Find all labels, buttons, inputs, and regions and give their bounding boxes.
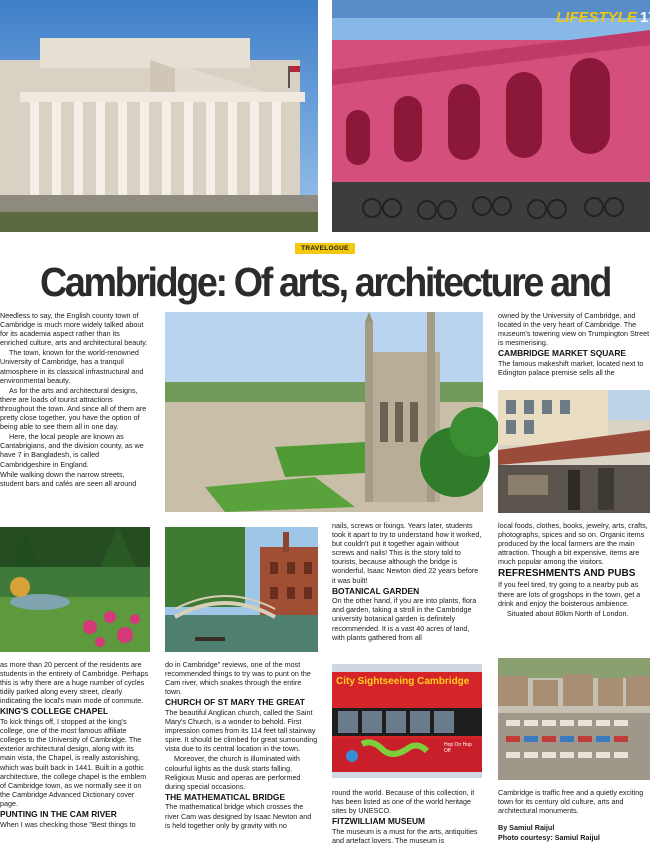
col4-mid-text <box>498 521 650 619</box>
paragraph: Here, the local people are known as Cantabrigians, and the division county, as we have 7 in Bangladesh, is called Cambridgeshire in England. <box>0 432 144 469</box>
bus-sign: City Sightseeing Cambridge <box>336 676 470 687</box>
paragraph: Needless to say, the English county town of Cambridge is much more widely talked about for its academia aspect rather than its enriched culture, arts and architectural beauty. <box>0 311 148 348</box>
market-aerial-photo <box>498 658 650 780</box>
col3-bottom-text <box>332 788 482 846</box>
byline-photo: Photo courtesy: Samiul Raijul <box>498 833 600 843</box>
paragraph: Cambridge is traffic free and a quietly exciting town for its century old culture, arts and architectural monuments. <box>498 788 644 816</box>
subheading-kings-college: KING'S COLLEGE CHAPEL <box>0 706 109 717</box>
subheading-mathematical-bridge: THE MATHEMATICAL BRIDGE <box>165 791 286 802</box>
col4-top-text <box>498 311 650 378</box>
market-square-photo <box>498 390 650 513</box>
sightseeing-bus-photo <box>332 664 482 778</box>
col2-bottom-text <box>165 660 318 831</box>
col3-mid-text <box>332 521 482 643</box>
brand-prefix: LIFE <box>556 9 589 26</box>
subheading-fitzwilliam: FITZWILLIAM MUSEUM <box>332 816 426 827</box>
subheading-st-mary: CHURCH OF ST MARY THE GREAT <box>165 697 305 708</box>
subheading-refreshments: REFRESHMENTS AND PUBS <box>498 568 636 580</box>
paragraph: owned by the University of Cambridge, and located in the very heart of Cambridge. The museum's towering view on Trumpington Street is mesmerising. <box>498 311 650 348</box>
kings-chapel-photo <box>332 0 650 232</box>
paragraph: When I was checking those "Best things to <box>0 819 136 829</box>
mathematical-bridge-photo <box>165 527 318 652</box>
paragraph: While walking down the narrow streets, student bars and cafés are seen all around <box>0 469 137 488</box>
byline-author: By Samiul Raijul <box>498 823 555 833</box>
headline: Cambridge: Of arts, architecture and <box>40 259 610 305</box>
paragraph: as more than 20 percent of the residents are students in the entirety of Cambridge. Perhaps this is why there are a huge number of cycles tidily parked along every street, clearly indicating the local's main mode of commute. <box>0 660 149 706</box>
bus-route: Hop On Hop Off <box>444 742 472 754</box>
col1-top-text <box>0 311 148 489</box>
paragraph: do in Cambridge" reviews, one of the most recommended things to try was to punt on the Cam river, which snakes through the entire town. <box>165 660 311 697</box>
paragraph: Situated about 80km North of London. <box>507 608 629 618</box>
paragraph: The famous makeshift market, located next to Edington palace premise sells all the <box>498 358 644 378</box>
paragraph: As for the arts and architectural designs, there are loads of tourist attractions throughout the town. And since all of them are pretty close together, you have the option of being able to see them all in one day. <box>0 385 147 432</box>
col4-bottom-text <box>498 788 650 843</box>
paragraph: The mathematical bridge which crosses the river Cam was designed by Isaac Newton and is held together only by gravity with no <box>165 802 312 830</box>
paragraph: The beautiful Anglican church, called the Saint Mary's Church, is a wonder to behold. First impression comes from its 114 feet tall stairway spire. It should be climbed for great surrounding vista due to its central location in the town. <box>165 707 318 754</box>
paragraph: The museum is a must for the arts, antiquities and artefact lovers. The museum is <box>332 826 478 845</box>
page-number: 17 <box>639 9 657 26</box>
paragraph: If you feel tired, try going to a nearby pub as there are lots of grogshops in the town, get a drink and enjoy the boisterous ambience. <box>498 580 641 608</box>
kings-college-aerial-photo <box>165 312 483 512</box>
paragraph: round the world. Because of this collection, it has been listed as one of the world heritage sites by UNESCO. <box>332 788 475 816</box>
paragraph: nails, screws or fixings. Years later, students took it apart to try to understand how it worked, but couldn't put it together again without screws and nails! This is the story told to tourists, because although the bridge is wonderful, Isaac Newton died 22 years before it was built! <box>332 521 482 585</box>
subheading-market-square: CAMBRIDGE MARKET SQUARE <box>498 348 626 359</box>
section-tag: TRAVELOGUE <box>295 243 355 254</box>
paragraph: The town, known for the world-renowned University of Cambridge, has a tranquil atmosphere in its classical infrastructural and environmental beauty. <box>0 348 144 385</box>
paragraph: On the other hand, if you are into plants, flora and garden, taking a stroll in the Cambridge university botanical garden is definitely recommended. It is a vast 40 acres of land, with plants gathered from all <box>332 596 477 642</box>
brand-suffix: STYLE <box>588 9 637 26</box>
paragraph: local foods, clothes, books, jewelry, arts, crafts, photographs, spices and so on. Organic items produced by the local farmers are the main attraction. Though a bit expensive, items are much popular among the visitors. <box>498 521 648 567</box>
paragraph: Moreover, the church is illuminated with colourful lights as the dusk starts falling. Religious Music and operas are performed during special occasions. <box>165 754 301 791</box>
botanical-garden-photo <box>0 527 150 652</box>
paragraph: To kick things off, I stopped at the king's college, one of the most famous affiliate colleges to the University of Cambridge. The exterior architectural design, along with its main vista, the Chapel, is really astonishing, which was built back in 1441. Built in a gothic architecture, the college chapel is the emblem of Cambridge town, as we normally see it on the Cambridge Advanced Dictionary cover page. <box>0 717 147 808</box>
subheading-punting: PUNTING IN THE CAM RIVER <box>0 809 117 819</box>
col1-bottom-text <box>0 660 150 830</box>
section-brand <box>556 9 657 27</box>
fitzwilliam-museum-photo <box>0 0 318 232</box>
subheading-botanical-garden: BOTANICAL GARDEN <box>332 585 420 596</box>
